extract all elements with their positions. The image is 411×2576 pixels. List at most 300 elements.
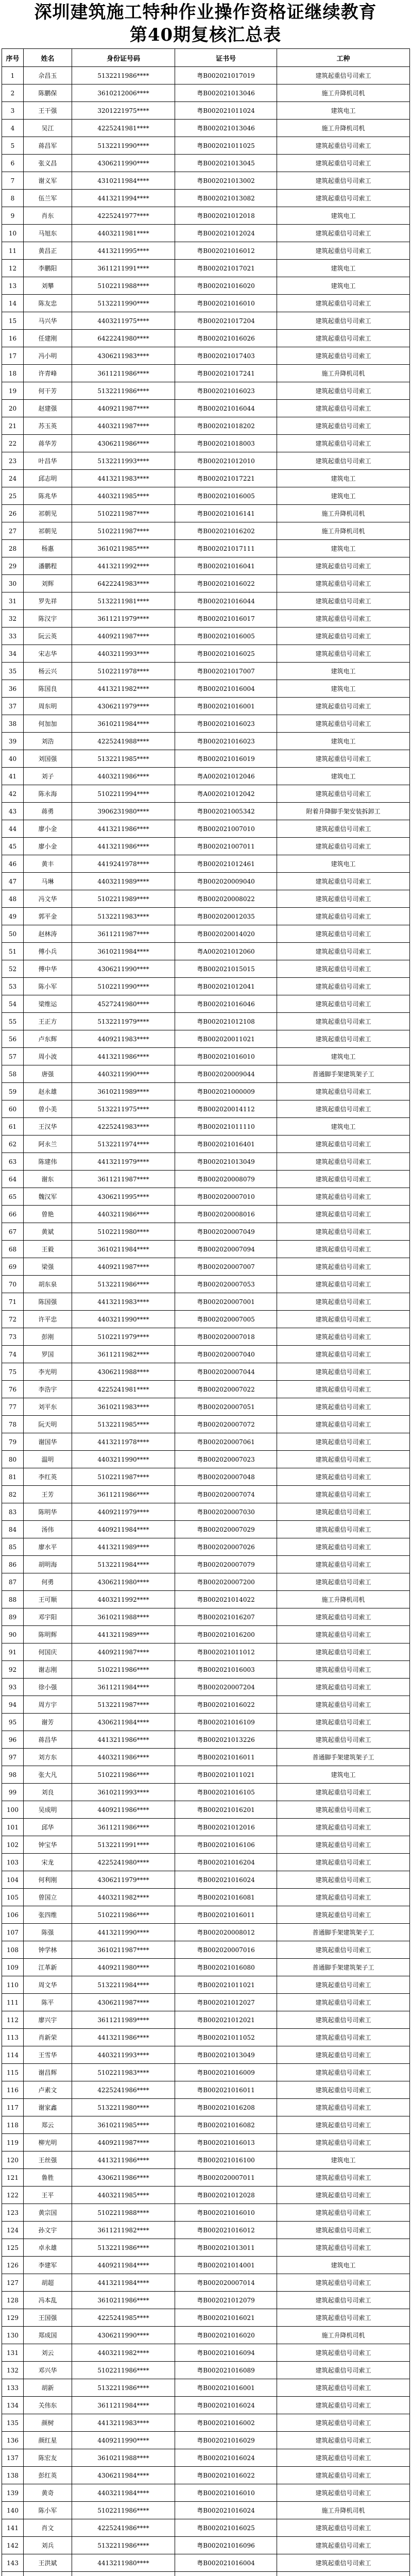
row-number-cell: 138 — [2, 2467, 24, 2484]
id-number-cell: 3610211988**** — [72, 1608, 175, 1626]
job-type-cell: 建筑起重信号司索工 — [277, 2309, 410, 2327]
row-number-cell: 115 — [2, 2064, 24, 2081]
row-number-cell: 136 — [2, 2432, 24, 2449]
person-name-cell: 何国庆 — [24, 1643, 72, 1661]
row-number-cell: 127 — [2, 2274, 24, 2292]
job-type-cell: 建筑电工 — [277, 733, 410, 750]
certificate-number-cell: 粤A002021012046 — [175, 768, 277, 785]
table-row — [2, 2414, 410, 2432]
certificate-number-cell: 粤B002021016100 — [175, 2151, 277, 2169]
person-name-cell: 郑云 — [24, 2116, 72, 2134]
job-type-cell: 建筑起重信号司索工 — [277, 2116, 410, 2134]
certificate-number-cell: 粤B002021016001 — [175, 698, 277, 715]
id-number-cell: 5102211987**** — [72, 522, 175, 540]
row-number-cell: 82 — [2, 1486, 24, 1503]
row-number-cell: 63 — [2, 1153, 24, 1171]
certificate-number-cell: 粤B002021016012 — [175, 242, 277, 260]
job-type-cell: 建筑起重信号司索工 — [277, 1433, 410, 1451]
row-number-cell: 130 — [2, 2327, 24, 2344]
job-type-cell: 建筑起重信号司索工 — [277, 1784, 410, 1801]
table-row — [2, 1976, 410, 1994]
certificate-number-cell: 粤B002021016109 — [175, 1714, 277, 1731]
row-number-cell: 23 — [2, 452, 24, 470]
job-type-cell: 建筑起重信号司索工 — [277, 1468, 410, 1486]
table-row — [2, 575, 410, 592]
person-name-cell: 曾艳 — [24, 1206, 72, 1223]
table-row — [2, 2344, 410, 2362]
person-name-cell: 陈友忠 — [24, 295, 72, 312]
person-name-cell: 黄丰 — [24, 855, 72, 873]
certificate-number-cell: 粤B002021016020 — [175, 277, 277, 295]
id-number-cell: 3610211993**** — [72, 1784, 175, 1801]
table-row — [2, 1223, 410, 1241]
table-row — [2, 1398, 410, 1416]
id-number-cell: 3610211985**** — [72, 540, 175, 557]
certificate-number-cell: 粤B002021016013 — [175, 2134, 277, 2151]
certificate-number-cell: 粤B002020007072 — [175, 1416, 277, 1433]
job-type-cell: 建筑起重信号司索工 — [277, 1608, 410, 1626]
table-row — [2, 242, 410, 260]
column-header: 序号 — [2, 49, 24, 67]
table-row — [2, 330, 410, 347]
row-number-cell — [2, 2572, 24, 2576]
id-number-cell: 3611211986**** — [72, 1819, 175, 1836]
certificate-number-cell: 粤B002021016105 — [175, 1784, 277, 1801]
certificate-number-cell: 粤B002021017007 — [175, 663, 277, 680]
job-type-cell: 建筑起重信号司索工 — [277, 155, 410, 172]
table-row — [2, 2257, 410, 2274]
person-name-cell: 邱志明 — [24, 470, 72, 487]
job-type-cell: 建筑起重信号司索工 — [277, 2484, 410, 2502]
certificate-number-cell: 粤B002021016010 — [175, 295, 277, 312]
id-number-cell: 6422241980**** — [72, 330, 175, 347]
job-type-cell: 建筑起重信号司索工 — [277, 2046, 410, 2064]
id-number-cell: 4413211986**** — [72, 820, 175, 838]
job-type-cell: 建筑起重信号司索工 — [277, 172, 410, 190]
row-number-cell: 141 — [2, 2519, 24, 2537]
job-type-cell: 建筑起重信号司索工 — [277, 2029, 410, 2046]
table-row — [2, 1731, 410, 1749]
id-number-cell: 4527241980**** — [72, 995, 175, 1013]
job-type-cell: 建筑电工 — [277, 2257, 410, 2274]
id-number-cell: 3610211986**** — [72, 2292, 175, 2309]
person-name-cell: 罗先祥 — [24, 592, 72, 610]
job-type-cell: 建筑起重信号司索工 — [277, 995, 410, 1013]
id-number-cell: 3611211984**** — [72, 1679, 175, 1696]
id-number-cell: 4306211986**** — [72, 2169, 175, 2187]
person-name-cell: 江革新 — [24, 1959, 72, 1976]
id-number-cell: 4403211985**** — [72, 487, 175, 505]
person-name-cell: 肖新荣 — [24, 2029, 72, 2046]
certificate-number-cell: 粤B002021016046 — [175, 995, 277, 1013]
job-type-cell: 建筑起重信号司索工 — [277, 785, 410, 803]
person-name-cell: 罗国 — [24, 1346, 72, 1363]
table-row — [2, 943, 410, 960]
certificate-number-cell: 粤B002021012027 — [175, 1994, 277, 2011]
row-number-cell: 70 — [2, 1276, 24, 1293]
row-number-cell: 61 — [2, 1118, 24, 1136]
certificate-number-cell: 粤B002021012041 — [175, 978, 277, 995]
table-row — [2, 1906, 410, 1924]
person-name-cell: 彭红英 — [24, 2467, 72, 2484]
table-row — [2, 2397, 410, 2414]
row-number-cell: 5 — [2, 137, 24, 155]
id-number-cell: 3611211989**** — [72, 2011, 175, 2029]
job-type-cell: 建筑起重信号司索工 — [277, 2064, 410, 2081]
table-row — [2, 1591, 410, 1608]
person-name-cell: 张大凡 — [24, 1766, 72, 1784]
id-number-cell: 4419241978**** — [72, 855, 175, 873]
table-row — [2, 2484, 410, 2502]
row-number-cell: 21 — [2, 417, 24, 435]
table-row — [2, 890, 410, 908]
table-row — [2, 1486, 410, 1503]
person-name-cell: 张四维 — [24, 1906, 72, 1924]
table-row — [2, 2432, 410, 2449]
person-name-cell: 王丝强 — [24, 2151, 72, 2169]
id-number-cell: 4306211979**** — [72, 1871, 175, 1889]
table-row — [2, 1381, 410, 1398]
person-name-cell: 王干强 — [24, 102, 72, 120]
id-number-cell: 3610211984**** — [72, 1241, 175, 1258]
table-row — [2, 2379, 410, 2397]
job-type-cell: 建筑起重信号司索工 — [277, 2204, 410, 2222]
id-number-cell: 5132211987**** — [72, 1696, 175, 1714]
table-row — [2, 2449, 410, 2467]
row-number-cell: 74 — [2, 1346, 24, 1363]
person-name-cell: 汤伟 — [24, 1521, 72, 1538]
id-number-cell: 4409211990**** — [72, 2432, 175, 2449]
person-name-cell: 卓永雄 — [24, 2239, 72, 2257]
certificate-number-cell: 粤B002021016009 — [175, 2064, 277, 2081]
table-row — [2, 470, 410, 487]
job-type-cell: 建筑起重信号司索工 — [277, 2432, 410, 2449]
table-row — [2, 1276, 410, 1293]
id-number-cell: 5132211986**** — [72, 382, 175, 400]
person-name-cell: 谢芳 — [24, 1714, 72, 1731]
certificate-number-cell: 粤B002021016010 — [175, 2484, 277, 2502]
id-number-cell: 5102211986**** — [72, 1766, 175, 1784]
table-row — [2, 172, 410, 190]
row-number-cell: 100 — [2, 1801, 24, 1819]
row-number-cell: 98 — [2, 1766, 24, 1784]
row-number-cell: 37 — [2, 698, 24, 715]
person-name-cell: 李浩宇 — [24, 1381, 72, 1398]
job-type-cell: 附着升降脚手架安装拆卸工 — [277, 803, 410, 820]
table-row — [2, 1346, 410, 1363]
certificate-number-cell: 粤B002020007010 — [175, 1188, 277, 1206]
id-number-cell: 4403211986**** — [72, 1749, 175, 1766]
id-number-cell: 4306211980**** — [72, 1573, 175, 1591]
table-row — [2, 1766, 410, 1784]
person-name-cell: 廖兴宇 — [24, 2011, 72, 2029]
certificate-number-cell: 粤B002021016025 — [175, 2519, 277, 2537]
row-number-cell: 19 — [2, 382, 24, 400]
person-name-cell: 邱华 — [24, 1819, 72, 1836]
person-name-cell: 冯本乱 — [24, 2292, 72, 2309]
table-row — [2, 628, 410, 645]
table-row — [2, 1784, 410, 1801]
table-row — [2, 2519, 410, 2537]
certificate-number-cell: 粤B002021018003 — [175, 435, 277, 452]
table-row — [2, 1819, 410, 1836]
job-type-cell: 建筑起重信号司索工 — [277, 1941, 410, 1959]
row-number-cell: 40 — [2, 750, 24, 768]
person-name-cell: 肖文 — [24, 2519, 72, 2537]
person-name-cell: 傅小兵 — [24, 943, 72, 960]
person-name-cell: 谢志刚 — [24, 1661, 72, 1679]
job-type-cell: 建筑起重信号司索工 — [277, 1293, 410, 1311]
person-name-cell: 周东明 — [24, 698, 72, 715]
id-number-cell: 5132211980**** — [72, 2099, 175, 2116]
id-number-cell: 4225241981**** — [72, 120, 175, 137]
row-number-cell: 36 — [2, 680, 24, 698]
job-type-cell: 建筑起重信号司索工 — [277, 1241, 410, 1258]
person-name-cell: 柳光明 — [24, 2134, 72, 2151]
certificate-number-cell: 粤B002021016029 — [175, 2432, 277, 2449]
id-number-cell: 4409211983**** — [72, 1030, 175, 1048]
certificate-number-cell: 粤B002021012021 — [175, 2011, 277, 2029]
person-name-cell: 梁维运 — [24, 995, 72, 1013]
row-number-cell: 11 — [2, 242, 24, 260]
certificate-number-cell: 粤B002021016004 — [175, 680, 277, 698]
certificate-number-cell: 粤B002020007007 — [175, 1258, 277, 1276]
row-number-cell: 88 — [2, 1591, 24, 1608]
job-type-cell: 建筑起重信号司索工 — [277, 2099, 410, 2116]
certificate-number-cell: 粤B002021017204 — [175, 312, 277, 330]
job-type-cell: 建筑起重信号司索工 — [277, 557, 410, 575]
certificate-number-cell: 粤B002020007022 — [175, 1381, 277, 1398]
id-number-cell: 4225241981**** — [72, 1381, 175, 1398]
job-type-cell: 建筑起重信号司索工 — [277, 698, 410, 715]
id-number-cell: 3611211982**** — [72, 1346, 175, 1363]
table-row — [2, 1854, 410, 1871]
id-number-cell: 4413211990**** — [72, 1924, 175, 1941]
person-name-cell: 何利刚 — [24, 1871, 72, 1889]
table-row — [2, 435, 410, 452]
id-number-cell: 4403211984**** — [72, 2484, 175, 2502]
certificate-number-cell: 粤B002021000009 — [175, 1083, 277, 1100]
certificate-number-cell: 粤B002021013226 — [175, 1731, 277, 1749]
table-row — [2, 995, 410, 1013]
id-number-cell: 4306211984**** — [72, 2467, 175, 2484]
job-type-cell: 建筑起重信号司索工 — [277, 943, 410, 960]
id-number-cell: 4413211986**** — [72, 2151, 175, 2169]
certificate-number-cell: 粤B002020014112 — [175, 1100, 277, 1118]
row-number-cell: 73 — [2, 1328, 24, 1346]
table-row — [2, 1153, 410, 1171]
table-row — [2, 733, 410, 750]
id-number-cell: 4413211983**** — [72, 1293, 175, 1311]
job-type-cell: 建筑起重信号司索工 — [277, 1556, 410, 1573]
id-number-cell: 6422241983**** — [72, 575, 175, 592]
person-name-cell: 唐强 — [24, 1065, 72, 1083]
certificate-number-cell: 粤B002021012010 — [175, 452, 277, 470]
person-name-cell: 刘浩 — [24, 733, 72, 750]
certificate-number-cell: 粤B002021016019 — [175, 750, 277, 768]
job-type-cell: 建筑起重信号司索工 — [277, 908, 410, 925]
table-row — [2, 2081, 410, 2099]
person-name-cell: 祁朝见 — [24, 522, 72, 540]
person-name-cell: 胡超 — [24, 2274, 72, 2292]
job-type-cell: 普通脚手架建筑架子工 — [277, 1065, 410, 1083]
table-row — [2, 1871, 410, 1889]
certificate-number-cell: 粤B002021017019 — [175, 67, 277, 84]
certificate-number-cell: 粤B002020007094 — [175, 1241, 277, 1258]
job-type-cell: 建筑起重信号司索工 — [277, 1276, 410, 1293]
table-row — [2, 1451, 410, 1468]
id-number-cell: 4413211984**** — [72, 2274, 175, 2292]
id-number-cell: 4225241986**** — [72, 2081, 175, 2099]
certificate-number-cell: 粤B002021016024 — [175, 2397, 277, 2414]
table-row — [2, 1556, 410, 1573]
certificate-number-cell: 粤B002020007079 — [175, 1556, 277, 1573]
job-type-cell: 建筑起重信号司索工 — [277, 873, 410, 890]
job-type-cell: 建筑起重信号司索工 — [277, 1538, 410, 1556]
id-number-cell: 4413211995**** — [72, 242, 175, 260]
table-row — [2, 1065, 410, 1083]
id-number-cell: 4306211984**** — [72, 1714, 175, 1731]
certificate-number-cell: 粤B002021016020 — [175, 2327, 277, 2344]
certificate-number-cell: 粤B002021011021 — [175, 1766, 277, 1784]
person-name-cell: 刘平东 — [24, 1398, 72, 1416]
table-row — [2, 1468, 410, 1486]
job-type-cell: 建筑起重信号司索工 — [277, 330, 410, 347]
id-number-cell: 4306211990**** — [72, 155, 175, 172]
certificate-number-cell: 粤B002021013045 — [175, 155, 277, 172]
job-type-cell: 建筑起重信号司索工 — [277, 1153, 410, 1171]
job-type-cell: 建筑起重信号司索工 — [277, 2011, 410, 2029]
certificate-number-cell: 粤B002020007005 — [175, 1311, 277, 1328]
certificate-number-cell: 粤B002020009040 — [175, 873, 277, 890]
job-type-cell: 普通脚手架建筑架子工 — [277, 1924, 410, 1941]
id-number-cell: 3610212006**** — [72, 84, 175, 102]
job-type-cell: 建筑起重信号司索工 — [277, 1311, 410, 1328]
person-name-cell: 陈国强 — [24, 1293, 72, 1311]
row-number-cell: 38 — [2, 715, 24, 733]
job-type-cell: 建筑起重信号司索工 — [277, 2274, 410, 2292]
certificate-number-cell: 粤B002021005342 — [175, 803, 277, 820]
id-number-cell: 4413211983**** — [72, 2414, 175, 2432]
job-type-cell: 建筑起重信号司索工 — [277, 1416, 410, 1433]
job-type-cell: 建筑起重信号司索工 — [277, 2362, 410, 2379]
certificate-number-cell: 粤B002020007061 — [175, 1433, 277, 1451]
job-type-cell: 建筑起重信号司索工 — [277, 1083, 410, 1100]
row-number-cell: 128 — [2, 2292, 24, 2309]
job-type-cell: 建筑起重信号司索工 — [277, 452, 410, 470]
job-type-cell: 建筑起重信号司索工 — [277, 1626, 410, 1643]
row-number-cell: 6 — [2, 155, 24, 172]
job-type-cell: 建筑起重信号司索工 — [277, 645, 410, 663]
row-number-cell: 59 — [2, 1083, 24, 1100]
id-number-cell: 4413211986**** — [72, 2029, 175, 2046]
job-type-cell — [277, 2572, 410, 2576]
job-type-cell: 建筑起重信号司索工 — [277, 1100, 410, 1118]
table-row — [2, 838, 410, 855]
person-name-cell: 刘兵 — [24, 2537, 72, 2554]
certificate-number-cell: 粤B002020007204 — [175, 1679, 277, 1696]
table-row — [2, 1994, 410, 2011]
job-type-cell: 建筑起重信号司索工 — [277, 715, 410, 733]
table-row — [2, 120, 410, 137]
id-number-cell: 4409211987**** — [72, 2134, 175, 2151]
job-type-cell: 建筑电工 — [277, 1048, 410, 1065]
roster-table — [2, 48, 410, 2576]
id-number-cell: 4403211990**** — [72, 1065, 175, 1083]
row-number-cell: 109 — [2, 1959, 24, 1976]
table-row — [2, 2222, 410, 2239]
job-type-cell: 建筑起重信号司索工 — [277, 1398, 410, 1416]
person-name-cell: 陈兆华 — [24, 487, 72, 505]
id-number-cell: 4409211984**** — [72, 1521, 175, 1538]
certificate-number-cell: 粤B002021016004 — [175, 2554, 277, 2572]
id-number-cell: 4413211989**** — [72, 1626, 175, 1643]
person-name-cell: 黄宗国 — [24, 2204, 72, 2222]
job-type-cell: 普通脚手架建筑架子工 — [277, 1959, 410, 1976]
table-row — [2, 1836, 410, 1854]
certificate-number-cell: 粤B002021016022 — [175, 575, 277, 592]
job-type-cell: 建筑起重信号司索工 — [277, 2239, 410, 2257]
job-type-cell: 建筑起重信号司索工 — [277, 820, 410, 838]
table-row — [2, 2187, 410, 2204]
row-number-cell: 14 — [2, 295, 24, 312]
certificate-number-cell: 粤B002021016010 — [175, 1048, 277, 1065]
row-number-cell: 64 — [2, 1171, 24, 1188]
row-number-cell: 26 — [2, 505, 24, 522]
row-number-cell: 28 — [2, 540, 24, 557]
certificate-number-cell: 粤B002021012018 — [175, 207, 277, 225]
person-name-cell: 刘攀 — [24, 277, 72, 295]
table-row — [2, 1941, 410, 1959]
row-number-cell: 122 — [2, 2187, 24, 2204]
table-row — [2, 1749, 410, 1766]
table-row — [2, 1171, 410, 1188]
certificate-number-cell: 粤B002021016025 — [175, 645, 277, 663]
person-name-cell: 曾小美 — [24, 1100, 72, 1118]
person-name-cell: 蒋昌华 — [24, 1731, 72, 1749]
job-type-cell: 建筑起重信号司索工 — [277, 2449, 410, 2467]
table-row — [2, 1924, 410, 1941]
id-number-cell: 3611211987**** — [72, 1171, 175, 1188]
id-number-cell: 3611211984**** — [72, 2397, 175, 2414]
person-name-cell: 黄斌 — [24, 1223, 72, 1241]
person-name-cell: 阿永兰 — [24, 1136, 72, 1153]
person-name-cell: 伍兰军 — [24, 190, 72, 207]
id-number-cell: 4413211979**** — [72, 1153, 175, 1171]
table-row — [2, 768, 410, 785]
row-number-cell: 12 — [2, 260, 24, 277]
certificate-number-cell: 粤B002021012108 — [175, 1013, 277, 1030]
person-name-cell: 孙文宇 — [24, 2222, 72, 2239]
id-number-cell: 4403211992**** — [72, 1591, 175, 1608]
row-number-cell: 3 — [2, 102, 24, 120]
row-number-cell: 62 — [2, 1136, 24, 1153]
job-type-cell: 建筑起重信号司索工 — [277, 1994, 410, 2011]
id-number-cell: 4413211986**** — [72, 1731, 175, 1749]
table-row — [2, 978, 410, 995]
person-name-cell: 刘子 — [24, 768, 72, 785]
person-name-cell: 张义昌 — [24, 155, 72, 172]
job-type-cell: 建筑起重信号司索工 — [277, 2537, 410, 2554]
certificate-number-cell: 粤B002020008022 — [175, 890, 277, 908]
certificate-number-cell: 粤B002021016082 — [175, 2116, 277, 2134]
certificate-number-cell: 粤B002021017221 — [175, 470, 277, 487]
person-name-cell: 周小波 — [24, 1048, 72, 1065]
table-row — [2, 908, 410, 925]
job-type-cell: 建筑起重信号司索工 — [277, 1363, 410, 1381]
person-name-cell: 陈宏友 — [24, 2449, 72, 2467]
row-number-cell: 112 — [2, 2011, 24, 2029]
